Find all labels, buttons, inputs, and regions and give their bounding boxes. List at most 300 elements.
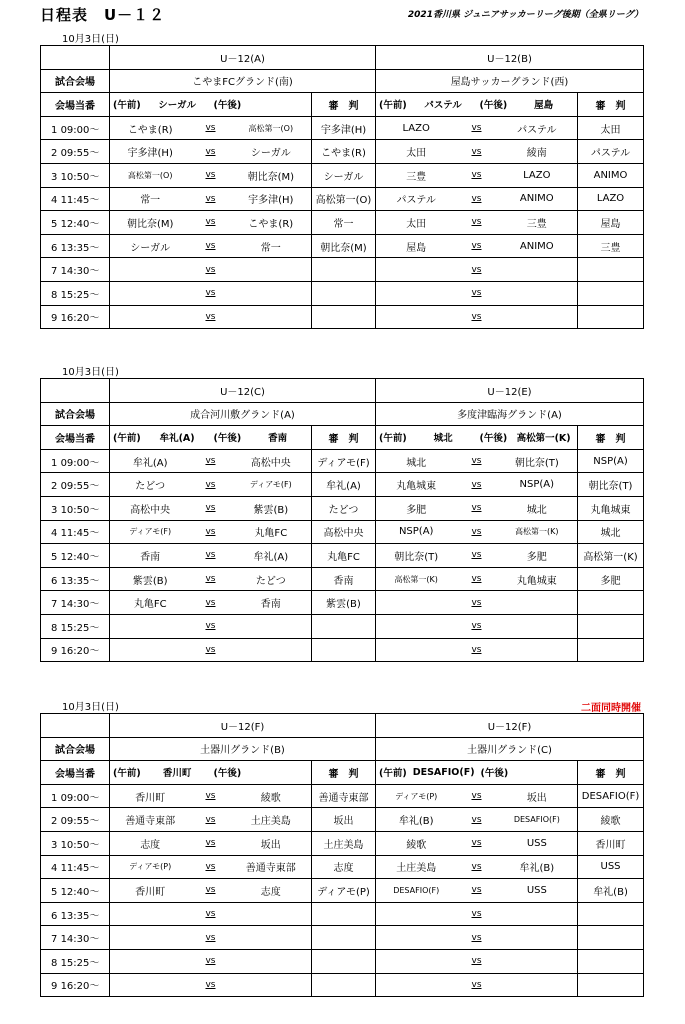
section-date: 10月3日(日) <box>62 34 119 45</box>
team-a-home: 香南 <box>140 551 161 563</box>
venue-b: 多度津臨海グランド(A) <box>376 402 644 426</box>
match-time: 10:50～ <box>60 839 100 851</box>
venue-label: 試合会場 <box>41 69 110 93</box>
referee-a <box>312 258 376 282</box>
referee-a: 坂出 <box>312 808 376 832</box>
duty-b-pm: 高松第一(K) <box>516 433 571 445</box>
duty-a-am: 牟礼(A) <box>159 433 195 445</box>
referee-a <box>312 949 376 973</box>
vs-label: vs <box>471 644 482 655</box>
vs-label: vs <box>471 193 482 204</box>
referee-a: 土庄美島 <box>312 831 376 855</box>
match-number: 8 <box>51 289 58 301</box>
referee-a <box>312 926 376 950</box>
team-a-away: 牟礼(A) <box>253 551 289 563</box>
referee-a: 宇多津(H) <box>312 116 376 140</box>
match-row <box>41 187 644 211</box>
division-b: U－12(E) <box>376 379 644 403</box>
referee-a: 朝比奈(M) <box>312 234 376 258</box>
vs-label: vs <box>205 217 216 228</box>
vs-label: vs <box>205 146 216 157</box>
referee-a: ディアモ(F) <box>312 449 376 473</box>
referee-b <box>578 949 644 973</box>
match-number: 6 <box>51 242 58 254</box>
vs-label: vs <box>471 503 482 514</box>
match-time: 09:55～ <box>60 148 100 160</box>
referee-b: USS <box>578 855 644 879</box>
team-a-away: ディアモ(F) <box>249 480 292 490</box>
team-b-home: 多肥 <box>406 504 427 516</box>
team-b-away: DESAFIO(F) <box>513 815 560 825</box>
match-number: 1 <box>51 457 58 469</box>
am-label: (午前) <box>379 100 407 112</box>
duty-row <box>41 426 644 450</box>
pm-label: (午後) <box>213 100 242 112</box>
vs-label: vs <box>205 838 216 849</box>
team-a-away: 紫雲(B) <box>253 504 289 516</box>
am-label: (午前) <box>379 433 407 445</box>
match-number: 8 <box>51 957 58 969</box>
referee-label-a: 審 判 <box>312 426 376 450</box>
team-a-away: 丸亀FC <box>254 528 288 540</box>
vs-label: vs <box>205 909 216 920</box>
referee-a <box>312 614 376 638</box>
referee-label-a: 審 判 <box>312 761 376 785</box>
match-time: 15:25～ <box>60 622 100 634</box>
team-a-away: 善通寺東部 <box>245 863 296 875</box>
team-a-away: 香南 <box>260 599 281 611</box>
am-label: (午前) <box>379 768 407 780</box>
referee-b <box>578 591 644 615</box>
referee-b: 綾歌 <box>578 808 644 832</box>
referee-a: シーガル <box>312 163 376 187</box>
vs-label: vs <box>205 861 216 872</box>
match-number: 4 <box>51 863 58 875</box>
page-subtitle: 2021香川県 ジュニアサッカーリーグ後期（全県リーグ） <box>407 10 643 20</box>
referee-a: 善通寺東部 <box>312 784 376 808</box>
duty-row <box>41 761 644 785</box>
referee-a <box>312 281 376 305</box>
match-number: 3 <box>51 839 58 851</box>
match-row <box>41 449 644 473</box>
referee-b <box>578 305 644 329</box>
vs-label: vs <box>471 909 482 920</box>
team-b-home: 高松第一(K) <box>394 574 438 584</box>
vs-label: vs <box>471 979 482 990</box>
team-b-home: 屋島 <box>406 242 427 254</box>
team-b-away: NSP(A) <box>519 479 555 491</box>
vs-label: vs <box>471 621 482 632</box>
team-a-home: 常一 <box>140 195 161 207</box>
referee-a: 高松中央 <box>312 520 376 544</box>
duty-b-am: DESAFIO(F) <box>412 766 475 778</box>
referee-b <box>578 973 644 997</box>
duty-row <box>41 93 644 117</box>
referee-a: 高松第一(O) <box>312 187 376 211</box>
referee-b: DESAFIO(F) <box>578 784 644 808</box>
am-label: (午前) <box>113 433 141 445</box>
team-a-home: 志度 <box>140 839 161 851</box>
vs-label: vs <box>471 146 482 157</box>
team-a-away: シーガル <box>250 148 291 160</box>
vs-label: vs <box>205 932 216 943</box>
match-row <box>41 902 644 926</box>
vs-label: vs <box>471 456 482 467</box>
vs-label: vs <box>471 861 482 872</box>
team-a-home: 高松第一(O) <box>127 170 173 180</box>
match-row <box>41 614 644 638</box>
referee-label-a: 審 判 <box>312 93 376 117</box>
match-row <box>41 638 644 662</box>
match-row <box>41 211 644 235</box>
team-a-home: 朝比奈(M) <box>126 218 174 230</box>
match-time: 09:55～ <box>60 816 100 828</box>
vs-label: vs <box>471 574 482 585</box>
venue-row <box>41 402 644 426</box>
vs-label: vs <box>205 479 216 490</box>
team-a-home: こやま(R) <box>127 124 173 136</box>
division-row <box>41 46 644 70</box>
vs-label: vs <box>205 621 216 632</box>
team-b-away: 城北 <box>526 504 547 516</box>
section-date: 10月3日(日) <box>62 702 119 713</box>
section-date: 10月3日(日) <box>62 367 119 378</box>
duty-b-pm: 屋島 <box>534 100 554 112</box>
team-b-away: 牟礼(B) <box>519 863 555 875</box>
vs-label: vs <box>205 885 216 896</box>
referee-b: 高松第一(K) <box>578 544 644 568</box>
vs-label: vs <box>205 170 216 181</box>
referee-b: 牟礼(B) <box>578 879 644 903</box>
match-number: 9 <box>51 646 58 658</box>
match-row <box>41 496 644 520</box>
team-b-away: USS <box>526 884 547 896</box>
match-number: 3 <box>51 171 58 183</box>
referee-a: 香南 <box>312 567 376 591</box>
team-a-home: ディアモ(F) <box>129 527 172 537</box>
match-time: 15:25～ <box>60 289 100 301</box>
match-row <box>41 591 644 615</box>
match-time: 16:20～ <box>60 981 100 993</box>
match-number: 7 <box>51 599 58 611</box>
team-b-home: 太田 <box>406 218 427 230</box>
team-b-home: 三豊 <box>406 171 427 183</box>
team-b-away: パステル <box>517 124 557 136</box>
match-number: 9 <box>51 313 58 325</box>
match-number: 6 <box>51 910 58 922</box>
vs-label: vs <box>471 264 482 275</box>
match-row <box>41 258 644 282</box>
am-label: (午前) <box>113 768 141 780</box>
match-number: 9 <box>51 981 58 993</box>
section-note: 二面同時開催 <box>581 703 641 714</box>
division-b: U－12(B) <box>376 46 644 70</box>
team-a-home: 牟礼(A) <box>132 457 168 469</box>
match-row <box>41 879 644 903</box>
venue-row <box>41 737 644 761</box>
vs-label: vs <box>205 526 216 537</box>
team-a-home: たどつ <box>135 481 166 493</box>
vs-label: vs <box>471 791 482 802</box>
referee-b <box>578 281 644 305</box>
duty-a-am: 香川町 <box>162 768 192 780</box>
team-b-away: 丸亀城東 <box>516 575 557 587</box>
match-time: 13:35～ <box>60 242 100 254</box>
am-label: (午前) <box>113 100 141 112</box>
match-row <box>41 520 644 544</box>
duty-b-am: パステル <box>424 100 462 112</box>
team-b-away: 綾南 <box>526 148 547 160</box>
referee-b: 太田 <box>578 116 644 140</box>
referee-a: たどつ <box>312 496 376 520</box>
schedule-table <box>40 378 644 662</box>
vs-label: vs <box>471 814 482 825</box>
vs-label: vs <box>471 597 482 608</box>
venue-row <box>41 69 644 93</box>
referee-label-b: 審 判 <box>578 93 644 117</box>
team-b-home: 土庄美島 <box>396 863 437 875</box>
referee-a: 丸亀FC <box>312 544 376 568</box>
vs-label: vs <box>471 288 482 299</box>
team-a-home: 丸亀FC <box>133 599 167 611</box>
match-time: 12:40～ <box>60 886 100 898</box>
team-b-home: 太田 <box>406 148 427 160</box>
team-b-home: NSP(A) <box>398 526 434 538</box>
vs-label: vs <box>205 574 216 585</box>
match-time: 09:00～ <box>60 792 100 804</box>
match-time: 13:35～ <box>60 910 100 922</box>
match-row <box>41 140 644 164</box>
division-a: U－12(C) <box>110 379 376 403</box>
vs-label: vs <box>205 288 216 299</box>
match-number: 8 <box>51 622 58 634</box>
referee-b: 香川町 <box>578 831 644 855</box>
duty-b-am: 城北 <box>433 433 453 445</box>
schedule-table <box>40 45 644 329</box>
referee-b: 屋島 <box>578 211 644 235</box>
venue-a: こやまFCグランド(南) <box>110 69 376 93</box>
team-b-home: LAZO <box>402 122 430 134</box>
team-b-away: ANIMO <box>519 240 554 252</box>
team-a-home: 善通寺東部 <box>125 816 176 828</box>
team-b-away: ANIMO <box>519 193 554 205</box>
venue-a: 成合河川敷グランド(A) <box>110 402 376 426</box>
match-number: 2 <box>51 816 58 828</box>
referee-a: こやま(R) <box>312 140 376 164</box>
team-a-away: 綾歌 <box>260 792 281 804</box>
match-number: 5 <box>51 218 58 230</box>
team-a-away: 高松中央 <box>250 457 291 469</box>
team-b-home: 朝比奈(T) <box>394 551 439 563</box>
team-a-away: 常一 <box>260 242 281 254</box>
team-a-home: 紫雲(B) <box>132 575 168 587</box>
match-number: 6 <box>51 575 58 587</box>
division-a: U－12(F) <box>110 714 376 738</box>
team-a-away: 朝比奈(M) <box>247 171 295 183</box>
referee-a <box>312 638 376 662</box>
team-b-away: 多肥 <box>526 551 547 563</box>
match-number: 7 <box>51 266 58 278</box>
referee-b <box>578 638 644 662</box>
vs-label: vs <box>471 479 482 490</box>
match-time: 09:55～ <box>60 481 100 493</box>
referee-b: 朝比奈(T) <box>578 473 644 497</box>
match-number: 2 <box>51 481 58 493</box>
vs-label: vs <box>471 123 482 134</box>
team-a-away: 坂出 <box>260 839 281 851</box>
match-number: 1 <box>51 124 58 136</box>
duty-label: 会場当番 <box>41 426 110 450</box>
match-number: 1 <box>51 792 58 804</box>
referee-a: 紫雲(B) <box>312 591 376 615</box>
vs-label: vs <box>471 956 482 967</box>
match-number: 5 <box>51 551 58 563</box>
team-b-away: USS <box>526 837 547 849</box>
team-b-away: LAZO <box>523 169 551 181</box>
vs-label: vs <box>205 123 216 134</box>
referee-a: 牟礼(A) <box>312 473 376 497</box>
match-time: 10:50～ <box>60 504 100 516</box>
match-number: 3 <box>51 504 58 516</box>
vs-label: vs <box>205 264 216 275</box>
division-b: U－12(F) <box>376 714 644 738</box>
vs-label: vs <box>471 311 482 322</box>
match-number: 4 <box>51 195 58 207</box>
duty-label: 会場当番 <box>41 761 110 785</box>
match-time: 13:35～ <box>60 575 100 587</box>
referee-b <box>578 258 644 282</box>
vs-label: vs <box>205 456 216 467</box>
vs-label: vs <box>205 597 216 608</box>
vs-label: vs <box>471 526 482 537</box>
referee-a: ディアモ(P) <box>312 879 376 903</box>
match-time: 15:25～ <box>60 957 100 969</box>
referee-b: 多肥 <box>578 567 644 591</box>
division-a: U－12(A) <box>110 46 376 70</box>
team-a-home: ディアモ(P) <box>129 862 172 872</box>
division-row <box>41 714 644 738</box>
match-row <box>41 567 644 591</box>
vs-label: vs <box>205 956 216 967</box>
referee-a: 志度 <box>312 855 376 879</box>
match-time: 12:40～ <box>60 551 100 563</box>
match-time: 12:40～ <box>60 218 100 230</box>
match-number: 2 <box>51 148 58 160</box>
vs-label: vs <box>471 550 482 561</box>
vs-label: vs <box>205 814 216 825</box>
division-row <box>41 379 644 403</box>
team-b-away: 三豊 <box>526 218 547 230</box>
referee-b: 三豊 <box>578 234 644 258</box>
vs-label: vs <box>471 885 482 896</box>
team-a-home: 宇多津(H) <box>127 148 173 160</box>
vs-label: vs <box>205 311 216 322</box>
referee-b: 丸亀城東 <box>578 496 644 520</box>
referee-b: LAZO <box>578 187 644 211</box>
referee-label-b: 審 判 <box>578 426 644 450</box>
vs-label: vs <box>471 932 482 943</box>
venue-a: 土器川グランド(B) <box>110 737 376 761</box>
pm-label: (午後) <box>213 433 242 445</box>
team-b-away: 坂出 <box>526 792 547 804</box>
duty-label: 会場当番 <box>41 93 110 117</box>
vs-label: vs <box>205 979 216 990</box>
team-a-away: 土庄美島 <box>250 816 291 828</box>
match-row <box>41 305 644 329</box>
team-a-away: こやま(R) <box>248 218 294 230</box>
match-row <box>41 473 644 497</box>
team-a-away: 宇多津(H) <box>248 195 294 207</box>
match-time: 14:30～ <box>60 599 100 611</box>
team-b-home: 牟礼(B) <box>398 816 434 828</box>
vs-label: vs <box>205 241 216 252</box>
venue-b: 屋島サッカーグランド(西) <box>376 69 644 93</box>
team-b-home: パステル <box>396 195 436 207</box>
pm-label: (午後) <box>479 433 508 445</box>
referee-b: NSP(A) <box>578 449 644 473</box>
match-time: 11:45～ <box>60 195 100 207</box>
match-row <box>41 116 644 140</box>
referee-a <box>312 305 376 329</box>
referee-b <box>578 926 644 950</box>
page-title: 日程表 U－１２ <box>40 6 166 24</box>
vs-label: vs <box>471 217 482 228</box>
team-a-away: たどつ <box>255 575 286 587</box>
team-b-home: ディアモ(P) <box>395 791 438 801</box>
match-time: 14:30～ <box>60 266 100 278</box>
team-b-home: 綾歌 <box>406 839 427 851</box>
match-row <box>41 163 644 187</box>
match-number: 7 <box>51 934 58 946</box>
match-row <box>41 973 644 997</box>
pm-label: (午後) <box>479 100 508 112</box>
match-time: 16:20～ <box>60 313 100 325</box>
vs-label: vs <box>471 838 482 849</box>
team-a-home: 香川町 <box>135 792 166 804</box>
duty-a-am: シーガル <box>158 100 196 112</box>
team-b-home: 丸亀城東 <box>396 481 437 493</box>
referee-b: ANIMO <box>578 163 644 187</box>
vs-label: vs <box>205 644 216 655</box>
match-number: 4 <box>51 528 58 540</box>
team-b-away: 朝比奈(T) <box>514 457 559 469</box>
team-a-home: シーガル <box>130 242 171 254</box>
team-a-away: 志度 <box>260 886 281 898</box>
match-time: 11:45～ <box>60 528 100 540</box>
match-number: 5 <box>51 886 58 898</box>
match-time: 09:00～ <box>60 457 100 469</box>
match-row <box>41 784 644 808</box>
vs-label: vs <box>205 550 216 561</box>
vs-label: vs <box>471 170 482 181</box>
duty-a-pm: 香南 <box>268 433 288 445</box>
match-time: 09:00～ <box>60 124 100 136</box>
match-row <box>41 949 644 973</box>
referee-b <box>578 614 644 638</box>
referee-label-b: 審 判 <box>578 761 644 785</box>
venue-b: 土器川グランド(C) <box>376 737 644 761</box>
match-row <box>41 855 644 879</box>
referee-b: パステル <box>578 140 644 164</box>
referee-b: 城北 <box>578 520 644 544</box>
match-row <box>41 234 644 258</box>
match-time: 11:45～ <box>60 863 100 875</box>
vs-label: vs <box>205 791 216 802</box>
venue-label: 試合会場 <box>41 402 110 426</box>
referee-a: 常一 <box>312 211 376 235</box>
vs-label: vs <box>471 241 482 252</box>
schedule-table <box>40 713 644 997</box>
